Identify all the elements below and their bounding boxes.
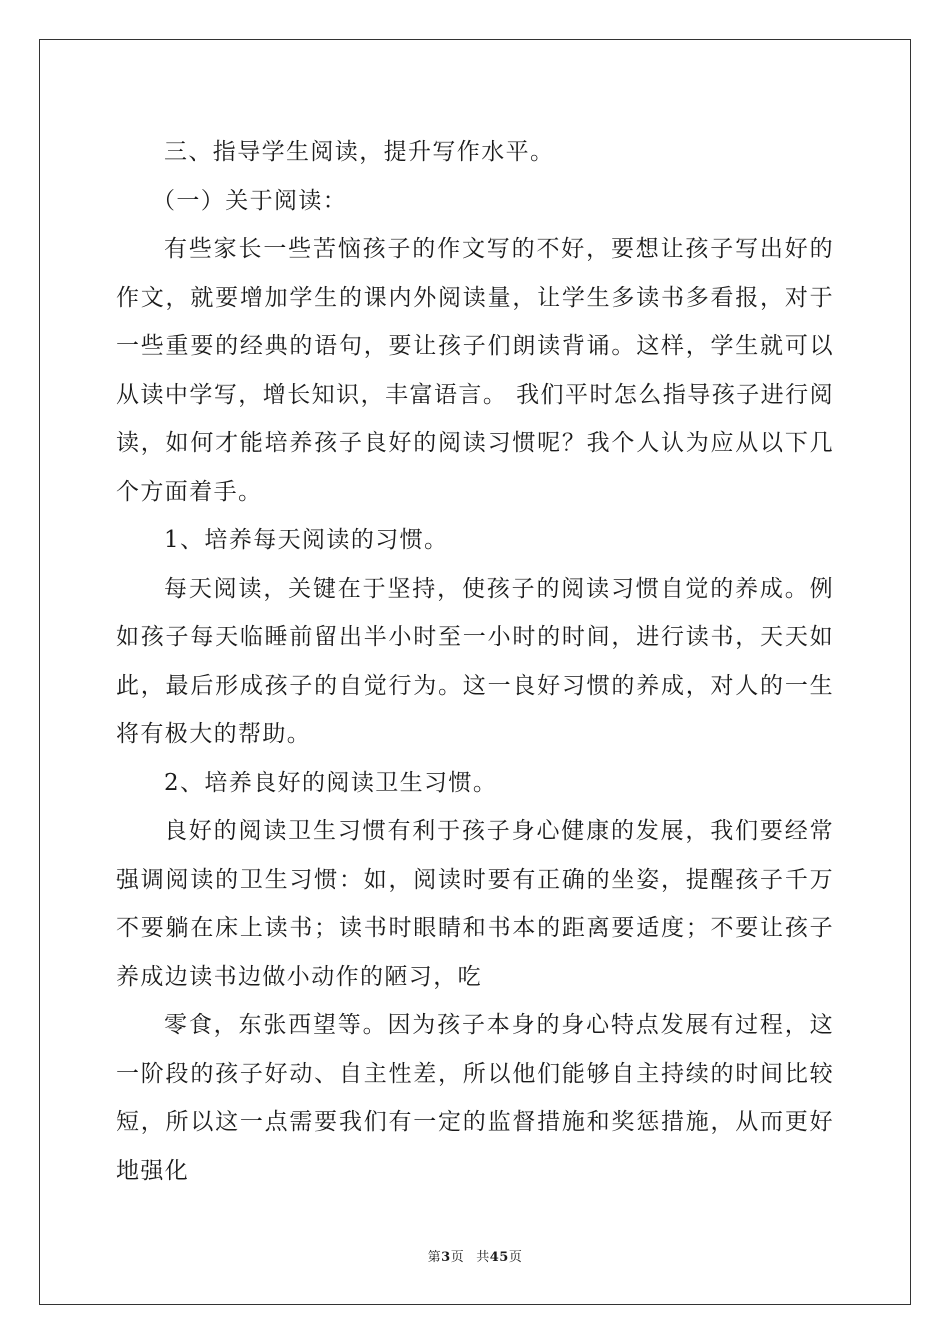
body-paragraph: 有些家长一些苦恼孩子的作文写的不好，要想让孩子写出好的作文，就要增加学生的课内外阅读量，让学生多读书多看报，对于一些重要的经典的语句，要让孩子们朗读背诵。这样，学生就可以从读中学写，增长知识，丰富语言。 我们平时怎么指导孩子进行阅读，如何才能培养孩子良好的阅读习惯呢？我个人认为应从以下几个方面着手。	[116, 236, 834, 505]
total-suffix: 页	[508, 1250, 523, 1265]
body-paragraph: 良好的阅读卫生习惯有利于孩子身心健康的发展，我们要经常强调阅读的卫生习惯：如，阅读时要有正确的坐姿，提醒孩子千万不要躺在床上读书；读书时眼睛和书本的距离要适度；不要让孩子养成边读书边做小动作的陋习，吃	[116, 818, 834, 990]
total-prefix: 共	[476, 1250, 490, 1265]
body-paragraph: 零食，东张西望等。因为孩子本身的身心特点发展有过程，这一阶段的孩子好动、自主性差，所以他们能够自主持续的时间比较短，所以这一点需要我们有一定的监督措施和奖惩措施，从而更好地强化	[116, 1012, 834, 1184]
document-body	[116, 128, 834, 1195]
list-item-heading: 2、培养良好的阅读卫生习惯。	[164, 769, 498, 796]
subsection-heading: （一）关于阅读：	[152, 187, 348, 214]
section-heading: 三、指导学生阅读，提升写作水平。	[164, 139, 555, 165]
page-suffix: 页	[450, 1250, 465, 1265]
total-pages: 45	[489, 1250, 509, 1265]
page-prefix: 第	[427, 1250, 442, 1265]
page-number: 3	[441, 1250, 451, 1265]
body-paragraph: 每天阅读，关键在于坚持，使孩子的阅读习惯自觉的养成。例如孩子每天临睡前留出半小时至一小时的时间，进行读书，天天如此，最后形成孩子的自觉行为。这一良好习惯的养成，对人的一生将有极大的帮助。	[116, 575, 834, 747]
list-item-heading: 1、培养每天阅读的习惯。	[164, 527, 449, 553]
page-footer	[0, 1246, 950, 1265]
